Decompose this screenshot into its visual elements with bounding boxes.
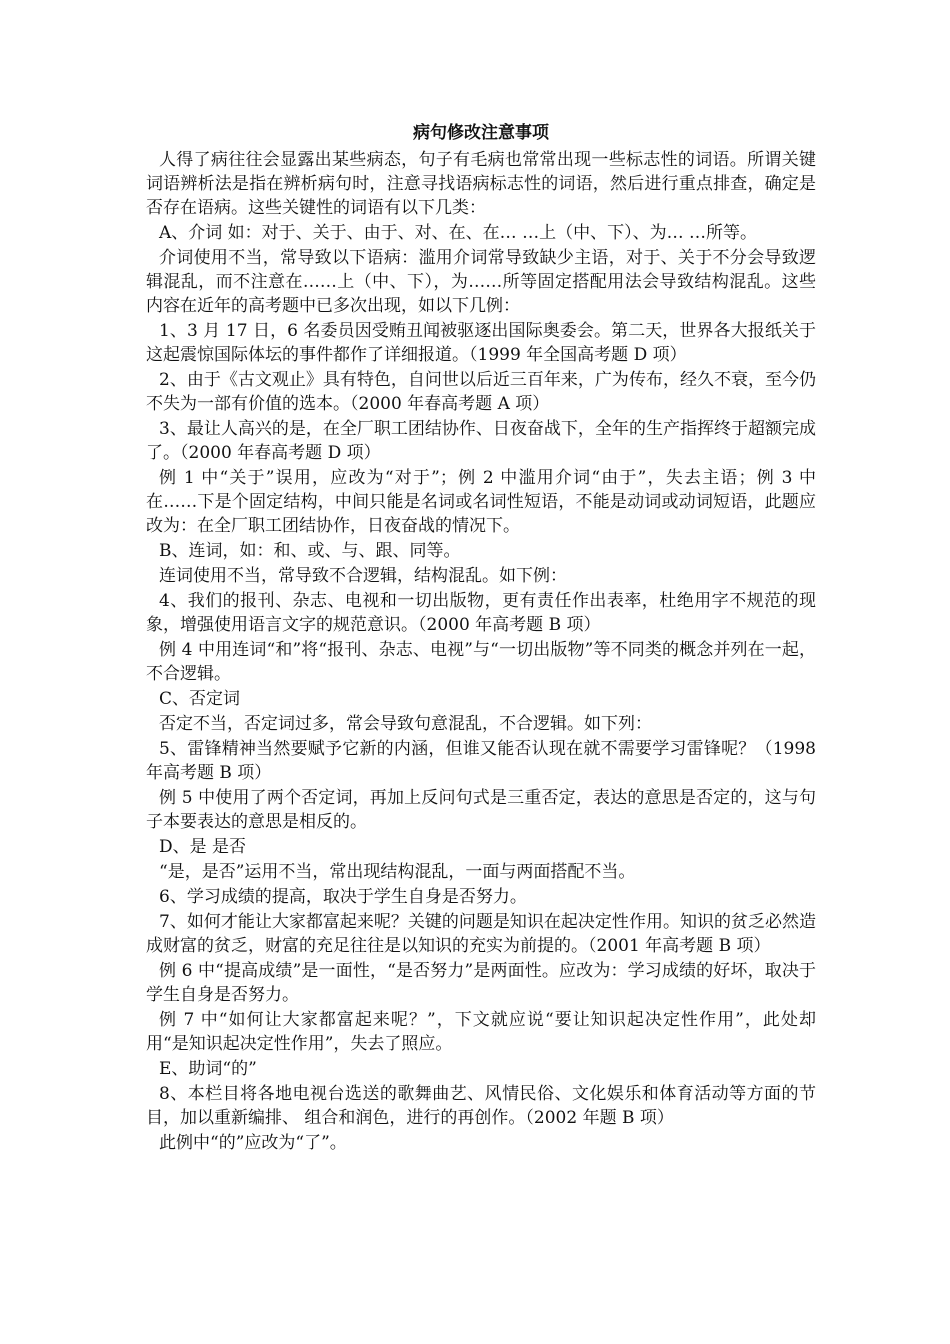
paragraph-example-5: 5、雷锋精神当然要赋予它新的内涵，但谁又能否认现在就不需要学习雷锋呢？（1998 年高考题 B 项） <box>146 739 816 783</box>
paragraph-analysis-7: 例 7 中“如何让大家都富起来呢？”，下文就应说“要让知识起决定性作用”，此处却用“是知识起决定性作用”，失去了照应。 <box>146 1010 816 1054</box>
paragraph-section-c-heading: C、否定词 <box>159 689 241 709</box>
paragraph-example-8: 8、本栏目将各地电视台选送的歌舞曲艺、风情民俗、文化娱乐和体育活动等方面的节目，加以重新编排、 组合和润色，进行的再创作。（2002 年题 B 项） <box>146 1084 816 1128</box>
paragraph-analysis-8: 此例中“的”应改为“了”。 <box>159 1133 347 1153</box>
paragraph-intro: 人得了病往往会显露出某些病态，句子有毛病也常常出现一些标志性的词语。所谓关键词语辨析法是指在辨析病句时，注意寻找语病标志性的词语，然后进行重点排查，确定是否存在语病。这些关键性的词语有以下几类： <box>146 150 816 218</box>
paragraph-analysis-6: 例 6 中“提高成绩”是一面性，“是否努力”是两面性。应改为：学习成绩的好坏，取决于学生自身是否努力。 <box>146 961 816 1005</box>
paragraph-section-a-heading: A、介词 如：对于、关于、由于、对、在、在… …上（中、下）、为… …所等。 <box>159 223 757 243</box>
paragraph-example-4: 4、我们的报刊、杂志、电视和一切出版物，更有责任作出表率，杜绝用字不规范的现象，增强使用语言文字的规范意识。（2000 年高考题 B 项） <box>146 591 816 635</box>
paragraph-section-a-explanation: 介词使用不当，常导致以下语病：滥用介词常导致缺少主语，对于、关于不分会导致逻辑混乱，而不注意在……上（中、下），为……所等固定搭配用法会导致结构混乱。这些内容在近年的高考题中已多次出现，如以下几例： <box>146 248 816 316</box>
paragraph-example-7: 7、如何才能让大家都富起来呢？关键的问题是知识在起决定性作用。知识的贫乏必然造成财富的贫乏，财富的充足往往是以知识的充实为前提的。（2001 年高考题 B 项） <box>146 912 816 956</box>
paragraph-example-1: 1、3 月 17 日，6 名委员因受贿丑闻被驱逐出国际奥委会。第二天，世界各大报纸关于这起震惊国际体坛的事件都作了详细报道。（1999 年全国高考题 D 项） <box>146 321 816 365</box>
paragraph-analysis-4: 例 4 中用连词“和”将“报刊、杂志、电视”与“一切出版物”等不同类的概念并列在一起，不合逻辑。 <box>146 640 816 684</box>
document-title: 病句修改注意事项 <box>413 123 549 143</box>
paragraph-section-e-heading: E、助词“的” <box>159 1059 257 1079</box>
paragraph-section-b-explanation: 连词使用不当，常导致不合逻辑，结构混乱。如下例： <box>159 566 567 586</box>
paragraph-section-b-heading: B、连词，如：和、或、与、跟、同等。 <box>159 541 461 561</box>
paragraph-analysis-1-3: 例 1 中“关于”误用，应改为“对于”；例 2 中滥用介词“由于”，失去主语；例 3 中在……下是个固定结构，中间只能是名词或名词性短语，不能是动词或动词短语，此题应改为：在全厂职工团结协作，日夜奋战的情况下。 <box>146 468 816 536</box>
paragraph-analysis-5: 例 5 中使用了两个否定词，再加上反问句式是三重否定，表达的意思是否定的，这与句子本要表达的意思是相反的。 <box>146 788 816 832</box>
paragraph-section-d-heading: D、是 是否 <box>159 837 247 857</box>
paragraph-section-c-explanation: 否定不当，否定词过多，常会导致句意混乱，不合逻辑。如下列： <box>159 714 652 734</box>
paragraph-section-d-explanation: “是，是否”运用不当，常出现结构混乱，一面与两面搭配不当。 <box>159 862 636 882</box>
paragraph-example-6: 6、学习成绩的提高，取决于学生自身是否努力。 <box>159 887 527 907</box>
document-page <box>146 120 816 1156</box>
paragraph-example-3: 3、最让人高兴的是，在全厂职工团结协作、日夜奋战下，全年的生产指挥终于超额完成了。（2000 年春高考题 D 项） <box>146 419 816 463</box>
paragraph-example-2: 2、由于《古文观止》具有特色，自问世以后近三百年来，广为传布，经久不衰，至今仍不失为一部有价值的选本。（2000 年春高考题 A 项） <box>146 370 816 414</box>
